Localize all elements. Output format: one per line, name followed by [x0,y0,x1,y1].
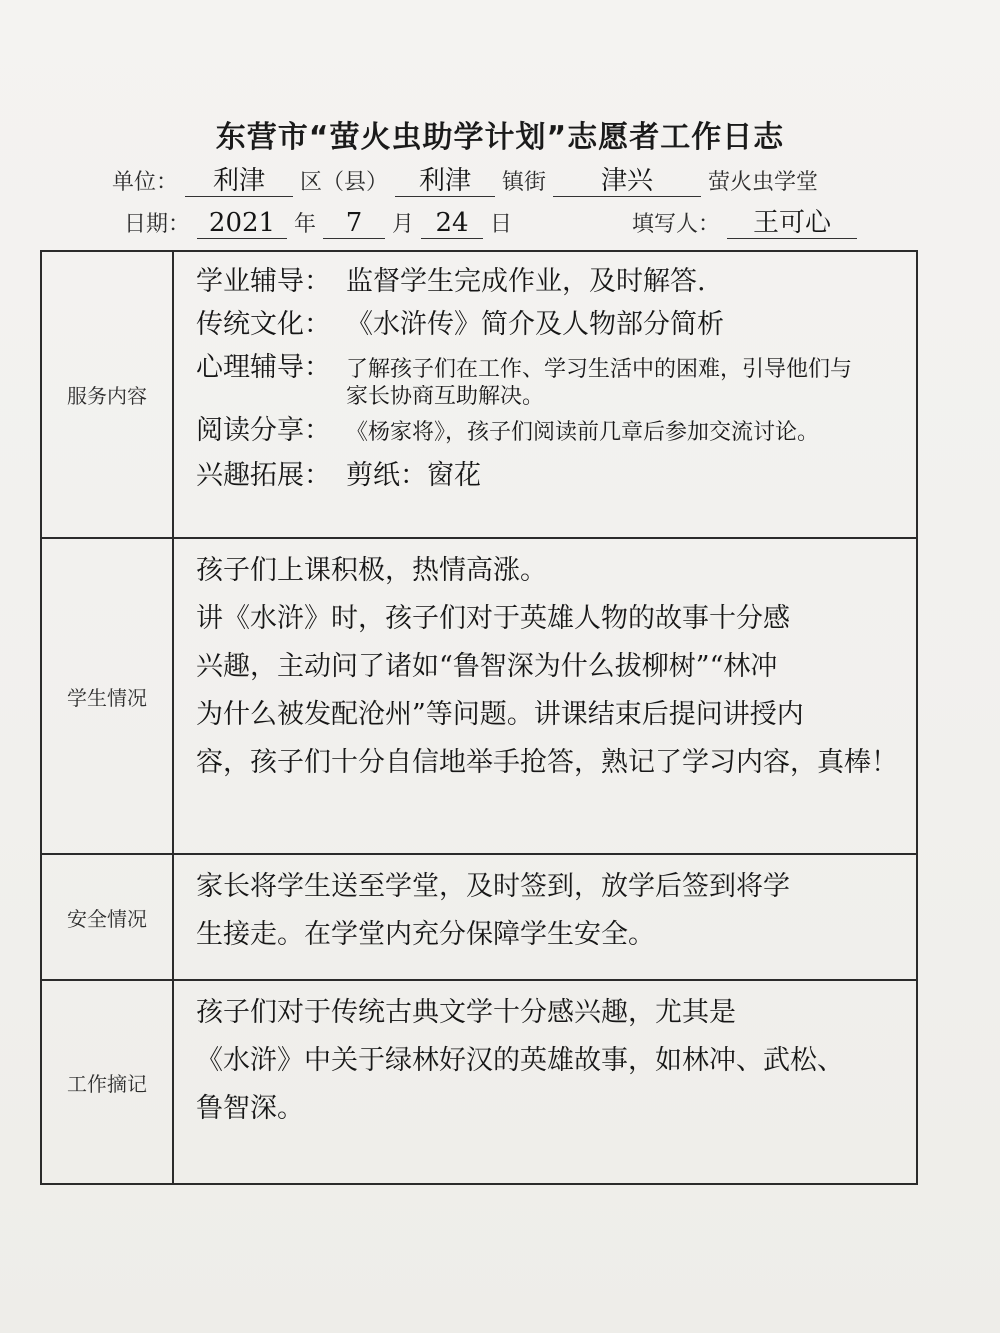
district-label: 区（县） [300,170,389,195]
category-notes: 工作摘记 [41,980,173,1184]
unit-row [112,165,818,197]
service-item: 传统文化： 《水浒传》简介及人物部分简析 [196,309,724,340]
village-field: 津兴 [553,166,701,197]
page-title: 东营市“萤火虫助学计划”志愿者工作日志 [215,120,785,155]
notes-content: 孩子们对于传统古典文学十分感兴趣，尤其是 《水浒》中关于绿林好汉的英雄故事，如林冲、武松、 鲁智深。 [173,980,917,1184]
year-label: 年 [294,212,317,237]
row-students [41,538,917,854]
row-safety [41,854,917,980]
unit-label: 单位： [112,170,179,195]
category-service: 服务内容 [41,251,173,538]
students-content: 孩子们上课积极，热情高涨。 讲《水浒》时，孩子们对于英雄人物的故事十分感 兴趣，主动问了诸如“鲁智深为什么拔柳树”“林冲 为什么被发配沧州”等问题。讲课结束后提问讲授内 容，孩子们十分自信地举手抢答，熟记了学习内容，真棒！ [173,538,917,854]
writer-row [632,207,857,239]
date-label: 日期： [124,212,191,237]
log-table [40,250,918,1185]
district-field: 利津 [185,166,293,197]
safety-content: 家长将学生送至学堂，及时签到，放学后签到将学 生接走。在学堂内充分保障学生安全。 [173,854,917,980]
date-row [124,207,512,239]
service-item: 学业辅导： 监督学生完成作业，及时解答. [196,266,706,297]
town-label: 镇街 [502,170,547,195]
writer-field: 王可心 [727,208,857,239]
writer-label: 填写人： [632,212,721,237]
hall-label: 萤火虫学堂 [708,170,819,195]
service-item: 心理辅导： 了解孩子们在工作、学习生活中的困难，引导他们与 [196,352,853,383]
service-content [173,251,917,538]
month-field: 7 [323,208,385,239]
month-label: 月 [392,212,415,237]
day-field: 24 [421,208,483,239]
day-label: 日 [490,212,513,237]
row-service [41,251,917,538]
service-item-continued: 家长协商互助解决。 [346,385,545,409]
category-safety: 安全情况 [41,854,173,980]
town-field: 利津 [395,166,495,197]
service-item: 阅读分享： 《杨家将》，孩子们阅读前几章后参加交流讨论。 [196,415,820,446]
year-field: 2021 [197,208,287,239]
row-notes [41,980,917,1184]
service-item: 兴趣拓展： 剪纸：窗花 [196,460,481,491]
category-students: 学生情况 [41,538,173,854]
